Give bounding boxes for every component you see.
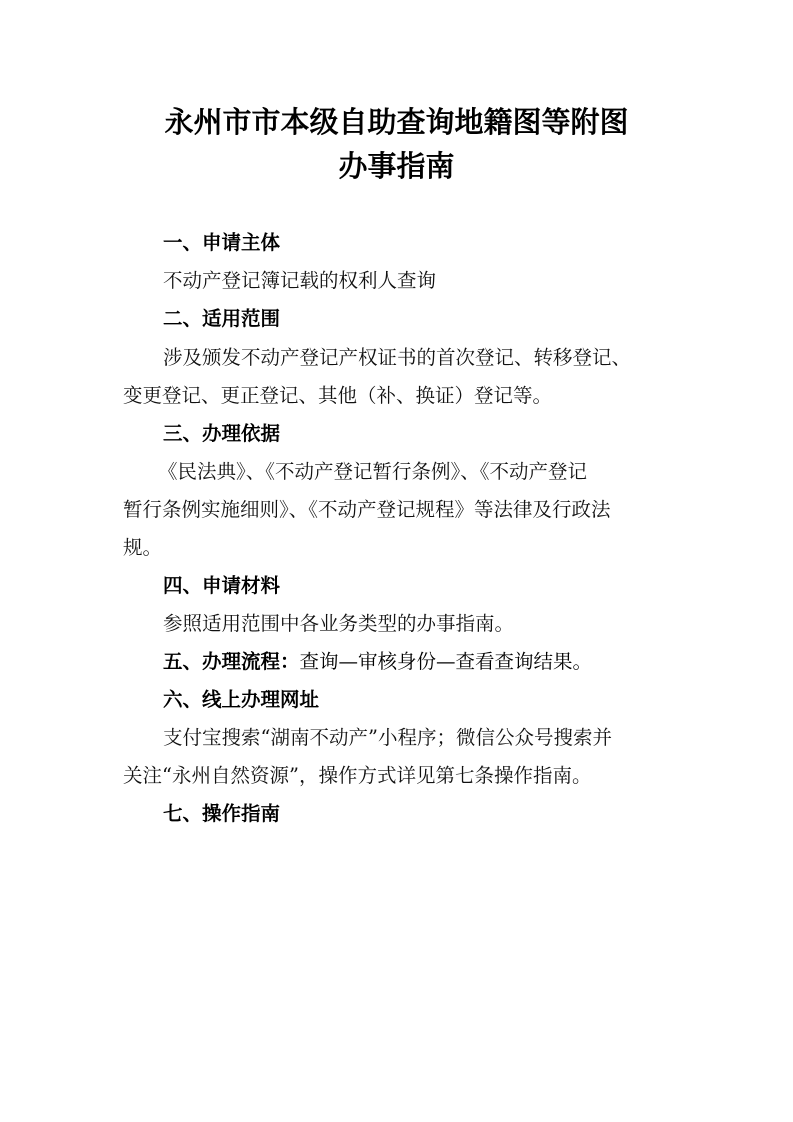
section-6-body-line-1: 支付宝搜索“湖南不动产”小程序；微信公众号搜索并 xyxy=(163,726,612,749)
section-4-heading: 四、申请材料 xyxy=(163,574,281,597)
section-2-body-line-2: 变更登记、更正登记、其他（补、换证）登记等。 xyxy=(123,384,553,407)
section-4-body: 参照适用范围中各业务类型的办事指南。 xyxy=(163,612,515,635)
document-title-line-2: 办事指南 xyxy=(338,149,455,183)
document-title-line-1: 永州市市本级自助查询地籍图等附图 xyxy=(164,105,629,139)
section-2-heading: 二、适用范围 xyxy=(163,307,281,330)
section-3-body-line-3: 规。 xyxy=(123,536,163,559)
section-5-line xyxy=(163,649,592,675)
section-7-heading: 七、操作指南 xyxy=(163,802,281,825)
section-6-body-line-2: 关注“永州自然资源”，操作方式详见第七条操作指南。 xyxy=(123,764,592,787)
section-1-body: 不动产登记簿记载的权利人查询 xyxy=(163,269,437,292)
section-3-heading: 三、办理依据 xyxy=(163,422,281,445)
section-6-heading: 六、线上办理网址 xyxy=(163,688,320,711)
section-5-body: 查询—审核身份—查看查询结果。 xyxy=(299,650,593,673)
section-5-heading: 五、办理流程： xyxy=(163,650,300,673)
section-2-body-line-1: 涉及颁发不动产登记产权证书的首次登记、转移登记、 xyxy=(163,346,632,369)
section-3-body-line-1: 《民法典》、《不动产登记暂行条例》、《不动产登记 xyxy=(158,460,588,483)
section-3-body-line-2: 暂行条例实施细则》、《不动产登记规程》等法律及行政法 xyxy=(123,498,611,521)
section-1-heading: 一、申请主体 xyxy=(163,231,281,254)
